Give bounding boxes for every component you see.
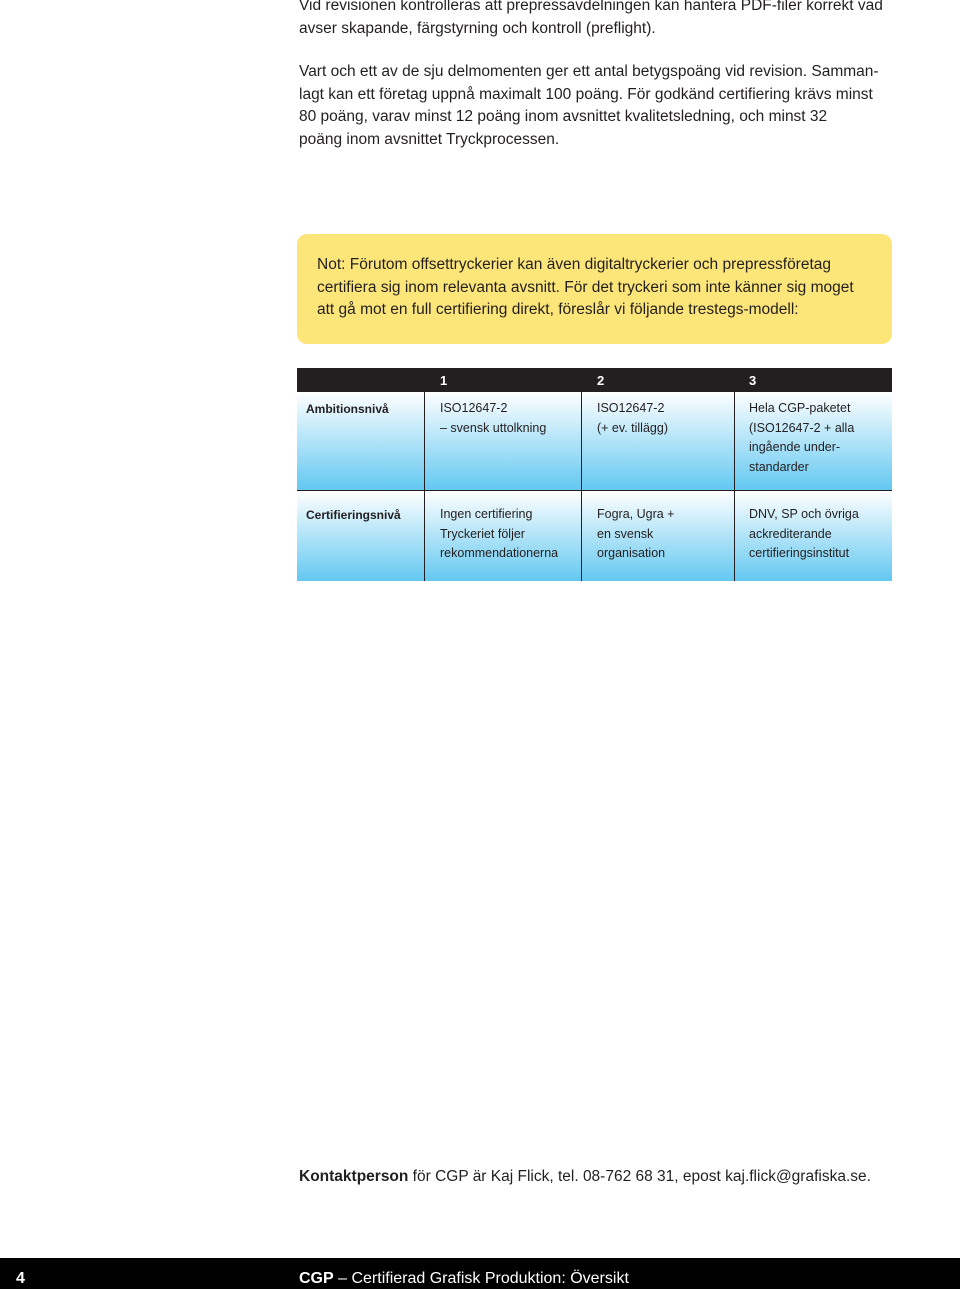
column-divider <box>581 392 582 581</box>
cell-line: Hela CGP-paketet <box>749 401 851 415</box>
cell-line: organisation <box>597 546 666 560</box>
row-label: Certifieringsnivå <box>306 508 401 522</box>
table-header <box>297 368 892 392</box>
table-cell <box>440 399 546 438</box>
cell-line: ackrediterande <box>749 526 832 541</box>
contact-line <box>299 1168 871 1186</box>
intro-paragraph <box>299 0 909 40</box>
footer-subtitle: – Certifierad Grafisk Produktion: Översikt <box>333 1270 629 1287</box>
column-divider <box>424 392 425 581</box>
text-line: Vart och ett av de sju delmomenten ger ett antal betygspoäng vid revision. Samman- <box>299 63 879 80</box>
contact-details: för CGP är Kaj Flick, tel. 08-762 68 31, epost kaj.flick@grafiska.se. <box>408 1168 871 1185</box>
cell-line: ISO12647-2 <box>440 401 508 415</box>
cell-line: Tryckeriet följer <box>440 526 525 541</box>
column-divider <box>734 392 735 581</box>
page-footer <box>0 1258 960 1289</box>
cell-line: en svensk <box>597 526 654 541</box>
cell-line: (ISO12647-2 + alla <box>749 420 855 435</box>
cell-line: (+ ev. tillägg) <box>597 420 668 435</box>
text-line: poäng inom avsnittet Tryckprocessen. <box>299 130 560 148</box>
cell-line: certifieringsinstitut <box>749 546 850 560</box>
three-step-table <box>297 368 892 581</box>
row-label: Ambitionsnivå <box>306 402 389 416</box>
column-header: 2 <box>597 373 605 388</box>
table-cell <box>597 399 668 438</box>
text-line: 80 poäng, varav minst 12 poäng inom avsnittet kvalitetsledning, och minst 32 <box>299 108 828 125</box>
page-number: 4 <box>16 1270 25 1287</box>
footer-brand: CGP <box>299 1270 334 1287</box>
row-divider <box>297 490 892 491</box>
table-cell <box>749 505 859 564</box>
text-line: avser skapande, färgstyrning och kontroll (preflight). <box>299 19 656 37</box>
cell-line: – svensk uttolkning <box>440 420 547 435</box>
cell-line: ISO12647-2 <box>597 401 665 415</box>
note-line: att gå mot en full certifiering direkt, föreslår vi följande trestegs-modell: <box>317 301 799 318</box>
cell-line: DNV, SP och övriga <box>749 507 859 521</box>
cell-line: standarder <box>749 459 809 474</box>
cell-line: Fogra, Ugra + <box>597 507 675 521</box>
points-paragraph <box>299 61 909 151</box>
cell-line: rekommendationerna <box>440 546 559 560</box>
text-line: lagt kan ett företag uppnå maximalt 100 poäng. För godkänd certifiering krävs minst <box>299 85 873 103</box>
column-header: 1 <box>440 373 448 388</box>
note-line: Not: Förutom offsettryckerier kan även digitaltryckerier och prepressföretag <box>317 256 832 273</box>
table-cell <box>749 399 854 477</box>
table-cell <box>440 505 558 564</box>
table-cell <box>597 505 674 564</box>
cell-line: Ingen certifiering <box>440 507 533 521</box>
note-box <box>297 234 892 344</box>
footer-title <box>299 1270 629 1288</box>
contact-label: Kontaktperson <box>299 1168 409 1185</box>
cell-line: ingående under- <box>749 440 841 454</box>
note-line: certifiera sig inom relevanta avsnitt. För det tryckeri som inte känner sig moget <box>317 278 854 296</box>
text-line: Vid revisionen kontrolleras att prepressavdelningen kan hantera PDF-filer korrekt vad <box>299 0 883 14</box>
column-header: 3 <box>749 373 757 388</box>
